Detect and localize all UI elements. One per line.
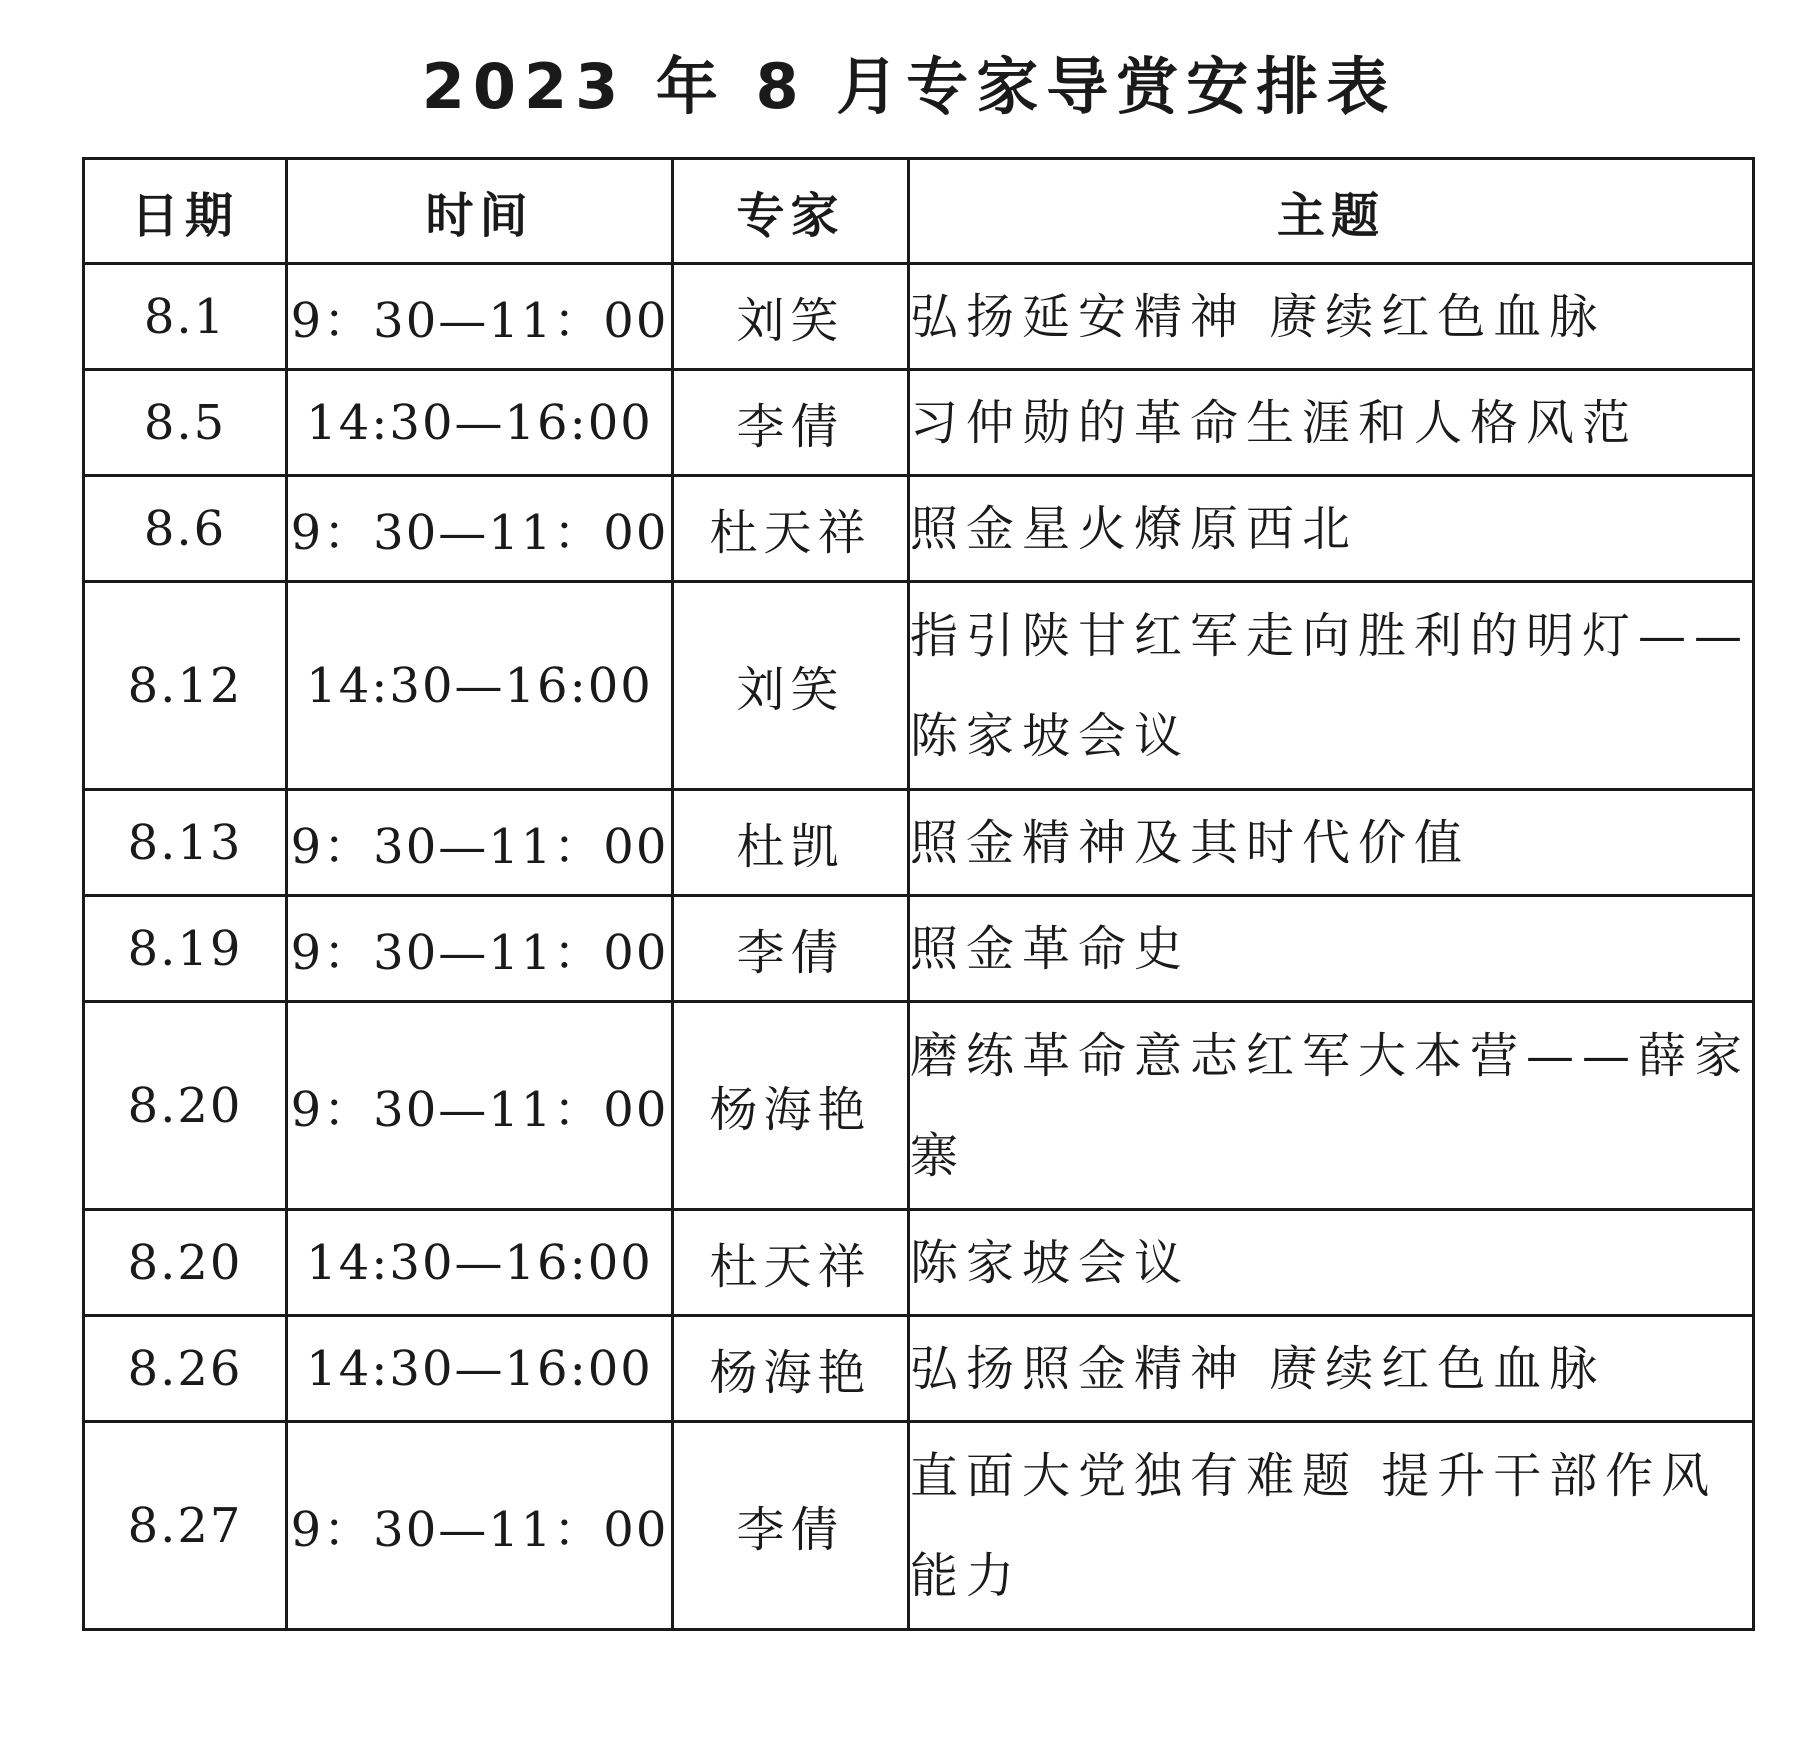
cell-expert: 杨海艳 [673, 1002, 909, 1210]
cell-topic: 直面大党独有难题 提升干部作风能力 [909, 1422, 1754, 1630]
cell-topic: 陈家坡会议 [909, 1210, 1754, 1316]
cell-expert: 李倩 [673, 896, 909, 1002]
cell-expert: 杜凯 [673, 790, 909, 896]
cell-date: 8.12 [84, 582, 287, 790]
table-row [84, 582, 1754, 790]
table-row [84, 896, 1754, 1002]
cell-time: 14:30—16:00 [287, 370, 673, 476]
header-time: 时间 [287, 159, 673, 264]
cell-date: 8.20 [84, 1002, 287, 1210]
cell-time: 9：30—11：00 [287, 476, 673, 582]
cell-expert: 杨海艳 [673, 1316, 909, 1422]
table-row [84, 1002, 1754, 1210]
table-header-row [84, 159, 1754, 264]
cell-expert: 刘笑 [673, 264, 909, 370]
cell-date: 8.5 [84, 370, 287, 476]
cell-date: 8.1 [84, 264, 287, 370]
cell-time: 14:30—16:00 [287, 1316, 673, 1422]
cell-date: 8.27 [84, 1422, 287, 1630]
table-row [84, 1210, 1754, 1316]
table-row [84, 476, 1754, 582]
schedule-table [82, 157, 1755, 1631]
cell-time: 14:30—16:00 [287, 1210, 673, 1316]
cell-topic: 指引陕甘红军走向胜利的明灯——陈家坡会议 [909, 582, 1754, 790]
cell-time: 9：30—11：00 [287, 896, 673, 1002]
cell-expert: 李倩 [673, 370, 909, 476]
cell-time: 9：30—11：00 [287, 1422, 673, 1630]
cell-date: 8.19 [84, 896, 287, 1002]
table-row [84, 1316, 1754, 1422]
table-row [84, 264, 1754, 370]
cell-time: 9：30—11：00 [287, 1002, 673, 1210]
cell-expert: 杜天祥 [673, 1210, 909, 1316]
cell-expert: 杜天祥 [673, 476, 909, 582]
cell-topic: 磨练革命意志红军大本营——薛家寨 [909, 1002, 1754, 1210]
cell-time: 9：30—11：00 [287, 264, 673, 370]
cell-date: 8.6 [84, 476, 287, 582]
cell-time: 9：30—11：00 [287, 790, 673, 896]
cell-expert: 李倩 [673, 1422, 909, 1630]
page-title: 2023 年 8 月专家导赏安排表 [421, 50, 1397, 123]
cell-topic: 弘扬照金精神 赓续红色血脉 [909, 1316, 1754, 1422]
table-row [84, 1422, 1754, 1630]
cell-date: 8.20 [84, 1210, 287, 1316]
table-row [84, 370, 1754, 476]
header-date: 日期 [84, 159, 287, 264]
cell-expert: 刘笑 [673, 582, 909, 790]
table-row [84, 790, 1754, 896]
cell-date: 8.26 [84, 1316, 287, 1422]
cell-topic: 照金星火燎原西北 [909, 476, 1754, 582]
cell-topic: 习仲勋的革命生涯和人格风范 [909, 370, 1754, 476]
cell-time: 14:30—16:00 [287, 582, 673, 790]
header-expert: 专家 [673, 159, 909, 264]
cell-topic: 弘扬延安精神 赓续红色血脉 [909, 264, 1754, 370]
cell-date: 8.13 [84, 790, 287, 896]
cell-topic: 照金革命史 [909, 896, 1754, 1002]
header-topic: 主题 [909, 159, 1754, 264]
cell-topic: 照金精神及其时代价值 [909, 790, 1754, 896]
